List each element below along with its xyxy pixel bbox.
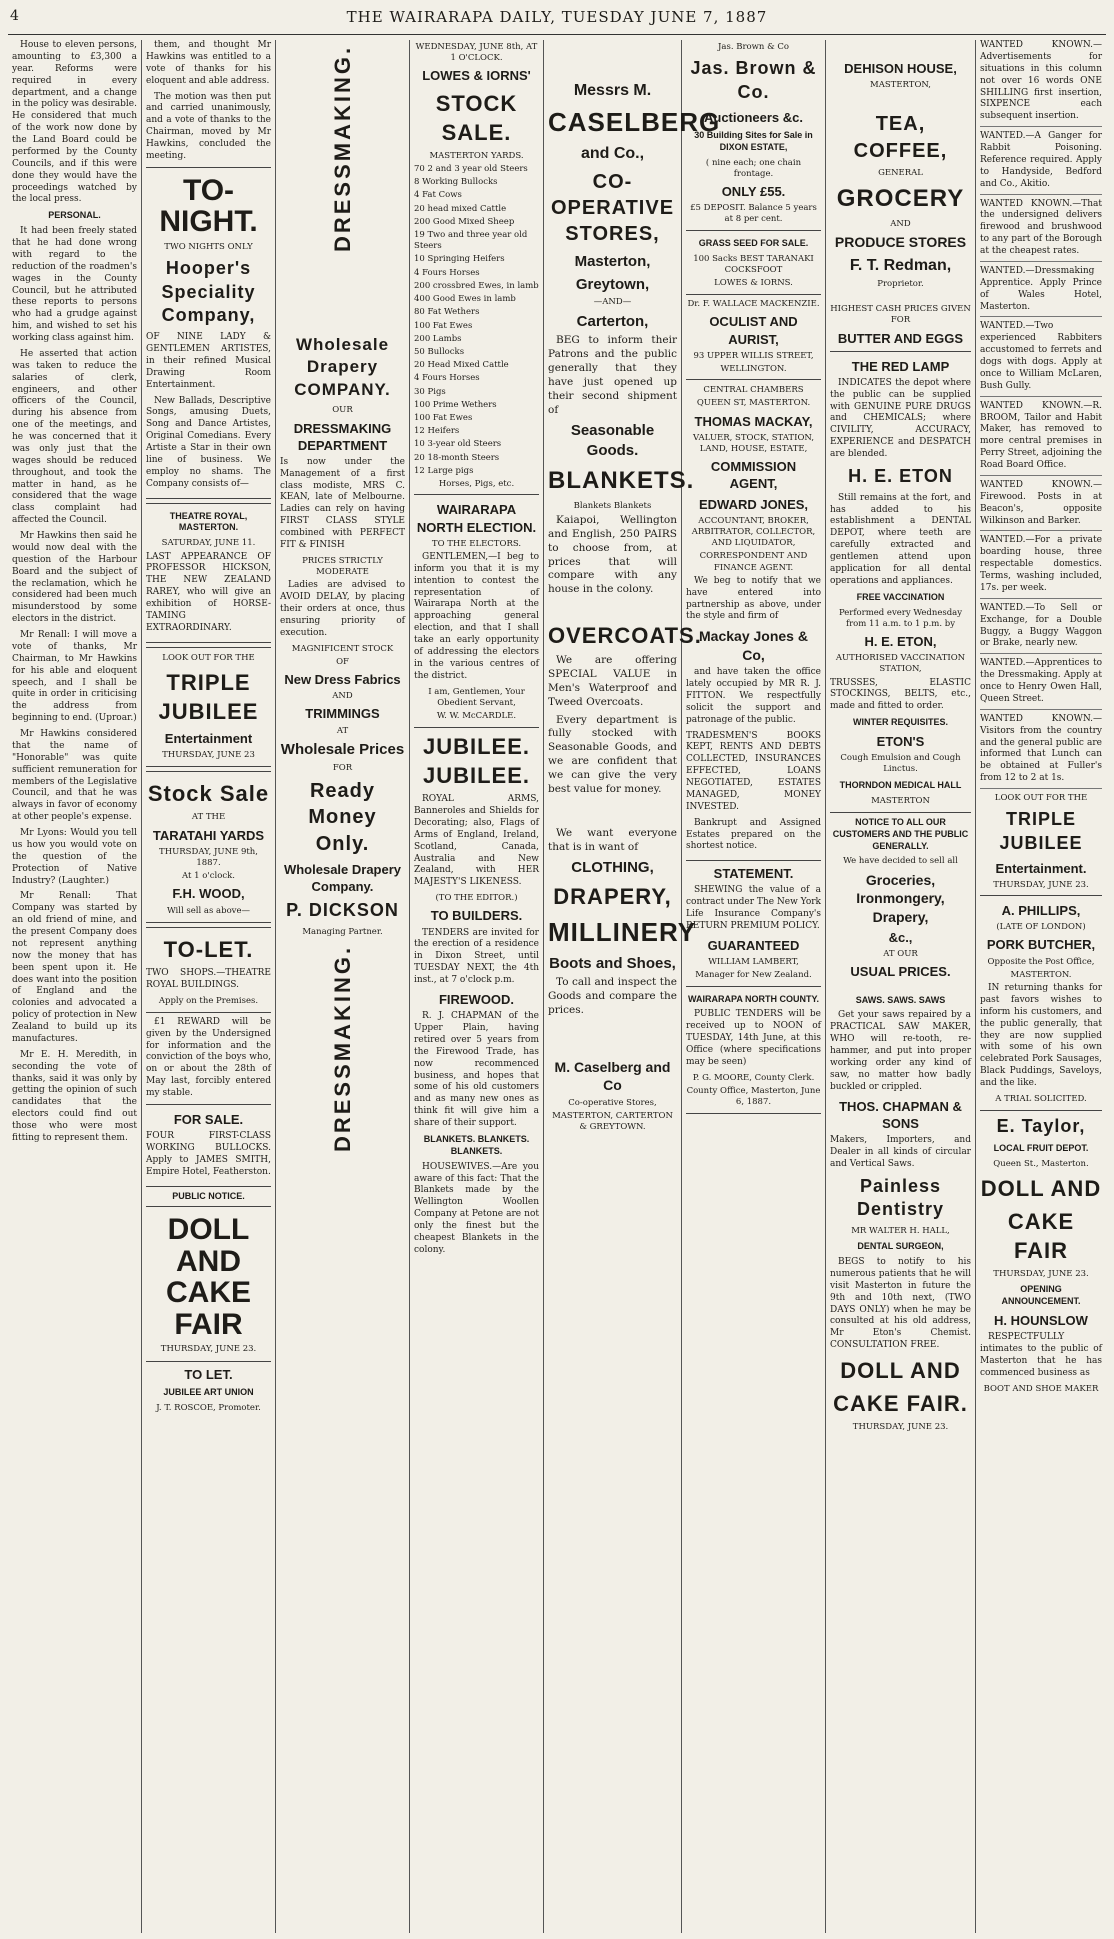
mccardle: W. W. McCARDLE. — [436, 710, 517, 721]
thomas-mackay: THOMAS MACKAY, — [694, 413, 813, 429]
wanted-ad: WANTED.—Dressmaking Apprentice. Apply Prince of Wales Hotel, Masterton. — [980, 266, 1102, 318]
reward-notice: £1 REWARD will be given by the Undersigned for information and the conviction of the boys who, on or about the 28th of May last, forcibly entered my stable. — [146, 1016, 271, 1099]
stock-lot-item: 100 Fat Ewes — [414, 413, 473, 424]
vaccination-body: Performed every Wednesday from 11 a.m. to 1 p.m. by — [838, 607, 963, 629]
stock-lot-item: 4 Fours Horses — [414, 267, 480, 278]
thos-chapman: THOS. CHAPMAN & SONS — [839, 1098, 962, 1131]
and-text: AND — [332, 691, 353, 702]
beg-to-inform: BEG to inform their Patrons and the public generally that they have just opened up their second shipment of — [548, 334, 677, 416]
public-tenders: PUBLIC TENDERS will be received up to NOON of TUESDAY, 14th June, at this Office (where specifications may be seen) — [686, 1009, 821, 1067]
tea-coffee: TEA, COFFEE, — [853, 113, 948, 162]
triple-jubilee: TRIPLE JUBILEE — [158, 669, 259, 724]
willis-street: 93 UPPER WILLIS STREET, — [693, 350, 814, 361]
late-of-london: (LATE OF LONDON) — [996, 922, 1086, 933]
central-chambers: CENTRAL CHAMBERS — [703, 385, 804, 396]
he-eton-2: H. E. ETON, — [864, 634, 937, 649]
chapman-body: Makers, Importers, and Dealer in all kinds of circular and Vertical Saws. — [830, 1134, 971, 1169]
boots-shoes: Boots and Shoes, — [549, 954, 676, 972]
and-co: and Co., — [580, 145, 645, 163]
triple-jubilee-8: TRIPLE JUBILEE — [999, 809, 1083, 853]
tradesmens: TRADESMEN'S BOOKS KEPT, RENTS AND DEBTS COLLECTED, INSURANCES EFFECTED, LOANS NEGOTIATED, ESTATES MANAGED, MONEY INVESTED. — [686, 730, 821, 812]
thorndon-medical-hall: THORNDON MEDICAL HALL — [839, 779, 962, 790]
footer-towns: MASTERTON, CARTERTON & GREYTOWN. — [552, 1111, 673, 1133]
produce-stores: PRODUCE STORES — [834, 234, 967, 251]
eton-ad — [830, 351, 971, 813]
stock-sale-heading: Stock Sale — [147, 781, 270, 807]
lambert: WILLIAM LAMBERT, — [708, 957, 799, 968]
general: GENERAL — [878, 168, 923, 179]
stock-lot-item: 19 Two and three year old Steers — [414, 229, 528, 252]
stock-lot-item: 12 Heifers — [414, 426, 460, 437]
jubilee-art-union: JUBILEE ART UNION — [163, 1386, 254, 1397]
to-let-heading-2: TO LET. — [184, 1366, 233, 1382]
entertainment-8: Entertainment. — [995, 860, 1087, 876]
stock-sale-heading-2: STOCK SALE. — [435, 90, 518, 145]
article-paragraph: Mr Renall: That Company was started by an old friend of mine, and the present Company does not represent anything now the money that has been spent upon it. He does want into the position of England and the colonies and advocated a policy of protection in New Zealand to build up its manufactures. — [12, 891, 137, 1044]
dehison-house: DEHISON HOUSE, — [844, 61, 957, 76]
stock-sale-date: WEDNESDAY, JUNE 8th, AT 1 O'CLOCK. — [415, 42, 538, 64]
trial-solicited: A TRIAL SOLICITED. — [995, 1093, 1087, 1104]
company-body: New Ballads, Descriptive Songs, amusing Duets, Song and Dance Artistes, Original Comedians. Every Artiste a Star in their own line of business. We employ no shams. The Company consists of— — [146, 395, 271, 489]
jubilee-heading: JUBILEE. JUBILEE. — [422, 734, 531, 789]
groceries: Groceries, Ironmongery, Drapery, — [856, 871, 945, 925]
public-notice-heading: PUBLIC NOTICE. — [172, 1190, 245, 1201]
stock-lot-item: 200 Lambs — [414, 333, 462, 344]
column-1 — [8, 40, 142, 1933]
our-text: OUR — [332, 405, 353, 416]
entertainment: Entertainment — [164, 730, 253, 746]
caselberg: CASELBERG — [548, 107, 721, 138]
grocery: GROCERY — [836, 185, 965, 213]
article-paragraph: He asserted that action was taken to reduce the salaries of clerk, engineers, and other officers of the Council, during his absence from one of the meetings, and he was concerned that it was only just that the wages should be reduced throughout, and took the matter in hand, as he considered that the wage class complaint had affected the Council. — [12, 348, 137, 526]
trimmings: TRIMMINGS — [305, 706, 380, 722]
guaranteed: GUARANTEED — [707, 937, 800, 953]
hounslow: H. HOUNSLOW — [994, 1313, 1088, 1329]
commission-agent: COMMISSION AGENT, — [710, 459, 797, 492]
dressmaking-dept: DRESSMAKING DEPARTMENT — [293, 420, 392, 453]
jubilee-ad — [146, 647, 271, 768]
stock-lot-item: 400 Good Ewes in lamb — [414, 294, 516, 305]
stock-date: THURSDAY, JUNE 9th, 1887. — [159, 846, 258, 868]
column-7 — [826, 40, 976, 1933]
wanted-ad: WANTED.—Two experienced Rabbiters accustomed to ferrets and dogs with dogs. Apply at once to William McLaren, Bush Gully. — [980, 321, 1102, 396]
bankrupt: Bankrupt and Assigned Estates prepared on the shortest notice. — [686, 817, 821, 852]
election-body: GENTLEMEN,—I beg to inform you that it is my intention to contest the representation of Wairarapa North at the approaching general election, and that I shall take an early opportunity of addressing the electors in the various centres of the district. — [414, 551, 539, 681]
trusses: TRUSSES, ELASTIC STOCKINGS, BELTS, etc., made and fitted to order. — [830, 677, 971, 712]
theatre-date: SATURDAY, JUNE 11. — [161, 538, 256, 549]
kaiapoi-text: Kaiapoi, Wellington and English, 250 PAIRS to choose from, at prices that will compare with any house in the colony. — [548, 513, 677, 596]
election-ad — [414, 494, 539, 728]
theatre-head: THEATRE ROYAL, MASTERTON. — [169, 510, 248, 533]
walter-hall: MR WALTER H. HALL, — [851, 1226, 950, 1236]
blankets-big: BLANKETS. — [548, 467, 695, 495]
red-lamp: THE RED LAMP — [851, 358, 950, 374]
thorndon-masterton: MASTERTON — [871, 795, 930, 806]
doll-date-8: THURSDAY, JUNE 23. — [993, 1269, 1089, 1280]
thursday-8: THURSDAY, JUNE 23. — [993, 879, 1089, 890]
valuer: VALUER, STOCK, STATION, LAND, HOUSE, ESTATE, — [692, 432, 815, 454]
jubilee-body: ROYAL ARMS, Banneroles and Shields for Decorating; also, Flags of Arms of England, Ireland, Scotland, Canada, Australia and New Zealand, with HER MAJESTY'S LIKENESS. — [414, 794, 539, 888]
stock-lot-item: 200 crossbred Ewes, in lamb — [414, 280, 539, 291]
managing-partner: Managing Partner. — [302, 927, 383, 938]
article-paragraph: Mr Renall: I will move a vote of thanks, Mr Chairman, to Mr Hawkins for his able and eloquent speech, and I shall be quite in order in criticising the address from beginning to end. (Uproar.) — [12, 630, 137, 724]
for-text: FOR — [332, 762, 353, 773]
doll-and-8: DOLL AND — [980, 1176, 1102, 1201]
drapery: DRAPERY, — [553, 884, 672, 910]
wellington: WELLINGTON. — [720, 363, 787, 374]
stock-lot-item: 10 Springing Heifers — [414, 254, 505, 265]
housewives-body: HOUSEWIVES.—Are you aware of this fact: That the Blankets made by the Wellington Woollen Company at Petone are not only the finest but the cheapest Blankets in the colony. — [414, 1161, 539, 1255]
stock-lot-item: 12 Large pigs — [414, 465, 474, 476]
magnificent-stock: MAGNIFICENT STOCK — [291, 643, 394, 654]
company-title: Hooper's Speciality Company, — [161, 257, 256, 326]
wholesale-company-2: Wholesale Drapery Company. — [283, 862, 402, 895]
brown-top: Jas. Brown & Co — [717, 42, 789, 52]
building-sites: 30 Building Sites for Sale in DIXON ESTATE, — [694, 129, 813, 152]
horses-pigs: Horses, Pigs, etc. — [438, 479, 515, 490]
highest-prices: HIGHEST CASH PRICES GIVEN FOR — [830, 304, 971, 326]
article-paragraph: Mr Hawkins then said he would now deal with the question of the Harbour Board and the subject of the reclamation, which he considered had been much misunderstood by some electors in the district. — [12, 531, 137, 625]
stock-lot-item: 20 Head Mixed Cattle — [414, 360, 509, 371]
for-sale-heading: FOR SALE. — [173, 1111, 244, 1127]
column-3 — [276, 40, 410, 1933]
column-5 — [544, 40, 721, 1933]
doll-date-7: THURSDAY, JUNE 23. — [852, 1422, 949, 1433]
wanted-ad: WANTED.—A Ganger for Rabbit Poisoning. Reference required. Apply to Handyside, Bedford and Co., Akitio. — [980, 131, 1102, 194]
butter-eggs: BUTTER AND EGGS — [837, 330, 964, 346]
taylor-address: Queen St., Masterton. — [993, 1158, 1089, 1169]
fruit-depot: LOCAL FRUIT DEPOT. — [993, 1142, 1089, 1153]
deposit: £5 DEPOSIT. Balance 5 years at 8 per cent. — [690, 203, 817, 225]
etons: ETON'S — [876, 734, 925, 750]
inspect-text: To call and inspect the Goods and compare the prices. — [548, 976, 677, 1017]
wanted-ad: WANTED.—Apprentices to the Dressmaking. Apply at once to Henry Owen Hall, Queen Street. — [980, 658, 1102, 710]
lamp-body: INDICATES the depot where the public can be supplied with GENUINE PURE DRUGS and CHEMICALS; where CIVILITY, ACCURACY, EXPERIENCE and DESPATCH are blended. — [830, 377, 971, 460]
prices-moderate: PRICES STRICTLY MODERATE — [302, 555, 383, 578]
redman: F. T. Redman, — [849, 256, 952, 274]
stock-lot-item: 200 Good Mixed Sheep — [414, 216, 515, 227]
masthead — [0, 8, 1114, 32]
and-dash: —AND— — [593, 297, 632, 308]
decided-text: We have decided to sell all — [843, 856, 958, 867]
of-text: OF — [336, 656, 349, 667]
to-let-ad — [146, 927, 271, 1013]
vertical-banner-bottom — [280, 940, 405, 1230]
wanted-ad: WANTED KNOWN.—Advertisements for situations in this column not over 16 words ONE SHILLING first insertion, SIXPENCE each subsequent insertion. — [980, 40, 1102, 127]
article-paragraph: Mr E. H. Meredith, in seconding the vote of thanks, said it was only by getting the opinion of such candidates that the electors could find out those who were most fitting to represent them. — [12, 1049, 137, 1143]
stock-sale-ad — [146, 771, 271, 922]
phillips-ad — [980, 895, 1102, 1111]
dressmaking-vertical-top: DRESSMAKING. — [329, 44, 355, 253]
to-electors: TO THE ELECTORS. — [431, 538, 522, 549]
stock-lot-item: 10 3-year old Steers — [414, 439, 502, 450]
column-6 — [682, 40, 826, 1933]
notice-customers: NOTICE TO ALL OUR CUSTOMERS AND THE PUBLIC GENERALLY. — [832, 816, 969, 851]
lambert-role: Manager for New Zealand. — [695, 970, 812, 981]
advised-text: Ladies are advised to AVOID DELAY, by placing their orders at once, thus ensuring priority of execution. — [280, 580, 405, 638]
doll-fair-ad — [146, 1206, 271, 1361]
wanted-ad: WANTED KNOWN.—That the undersigned delivers firewood and brushwood to any part of the Borough at the cheapest rates. — [980, 199, 1102, 262]
grass-ad — [686, 230, 821, 296]
eton-body: Still remains at the fort, and has added to his establishment a DENTAL DEPOT, where teeth are carefully extracted and gentlemen attend upon application for all dental operations and appliances. — [830, 492, 971, 586]
clothing: CLOTHING, — [571, 859, 654, 877]
messrs: Messrs M. — [573, 82, 652, 99]
carterton: Carterton, — [576, 312, 649, 330]
roscoe-signature: J. T. ROSCOE, Promoter. — [156, 1402, 261, 1413]
firewood-heading: FIREWOOD. — [438, 991, 515, 1007]
edward-jones: EDWARD JONES, — [698, 496, 809, 512]
blankets-heading: BLANKETS. BLANKETS. BLANKETS. — [423, 1133, 530, 1156]
tonight-heading: TO-NIGHT. — [159, 173, 258, 239]
county-heading: WAIRARAPA NORTH COUNTY. — [688, 993, 819, 1004]
mackay-ad — [686, 379, 821, 861]
want-text: We want everyone that is in want of — [548, 826, 677, 853]
wanted-ad: WANTED.—For a private boarding house, three respectable domestics. Terms, washing included, 17s. per week. — [980, 535, 1102, 598]
stock-lot-item: 8 Working Bullocks — [414, 177, 498, 188]
article-paragraph: Mr Lyons: Would you tell us how you would vote on the question of the Protection of Native Industry? (Laughter.) — [12, 828, 137, 886]
stock-lot-item: 4 Fat Cows — [414, 190, 462, 201]
masterton-yards: MASTERTON YARDS. — [429, 150, 524, 161]
wanted-ad: WANTED KNOWN.—R. BROOM, Tailor and Habit Maker, has removed to more central premises in Perry Street, adjoining the Road Board Office. — [980, 401, 1102, 476]
will-sell: Will sell as above— — [166, 905, 251, 916]
wholesale-prices: Wholesale Prices — [280, 740, 405, 758]
jas-brown: Jas. Brown & Co. — [690, 58, 817, 102]
proprietor: Proprietor. — [877, 278, 924, 289]
stock-time: At 1 o'clock. — [182, 871, 235, 882]
queen-st: QUEEN ST, MASTERTON. — [696, 398, 811, 409]
tender-body: TENDERS are invited for the erection of a residence in Dixon Street, until TUESDAY NEXT, the 4th inst., at 7 o'clock p.m. — [414, 927, 539, 986]
and-text-7: AND — [890, 219, 911, 230]
cooperative-stores: CO-OPERATIVE STORES, — [550, 170, 675, 246]
saws-heading: SAWS. SAWS. SAWS — [855, 994, 946, 1005]
article-paragraph: The motion was then put and carried unanimously, and a vote of thanks to the Chairman, moved by Mr Hawkins, concluded the meeting. — [146, 91, 271, 161]
election-heading: WAIRARAPA NORTH ELECTION. — [416, 502, 537, 535]
taratahi-yards: TARATAHI YARDS — [152, 827, 265, 843]
accountant: ACCOUNTANT, BROKER, ARBITRATOR, COLLECTOR, AND LIQUIDATOR, — [691, 515, 816, 549]
dental-surgeon: DENTAL SURGEON, — [857, 1241, 944, 1252]
wanted-ad: WANTED KNOWN.—Firewood. Posts in at Beacon's, opposite Wilkinson and Barker. — [980, 480, 1102, 532]
pork-butcher: PORK BUTCHER, — [986, 937, 1096, 953]
lookout-text: LOOK OUT FOR THE — [162, 652, 255, 663]
statement-body: SHEWING the value of a contract under The New York Life Insurance Company's RETURN PREMIUM POLICY. — [686, 885, 821, 932]
opening-announcement: OPENING ANNOUNCEMENT. — [1001, 1284, 1081, 1307]
ready-money-only: Ready Money Only. — [308, 779, 377, 855]
doll-date: THURSDAY, JUNE 23. — [160, 1344, 257, 1355]
dept-body: Is now under the Management of a first class modiste, MRS C. KEAN, late of Melbourne. Ladies can rely on having FIRST CLASS STYLE combined with PERFECT FIT & FINISH — [280, 456, 405, 550]
new-dress-fabrics: New Dress Fabrics — [284, 672, 401, 688]
for-sale-ad — [146, 1104, 271, 1187]
only-price: ONLY £55. — [721, 184, 786, 200]
stock-lot-item: 20 18-month Steers — [414, 452, 500, 463]
winter-requisites: WINTER REQUISITES. — [852, 717, 948, 728]
overcoats: OVERCOATS. — [548, 623, 702, 649]
every-department: Every department is fully stocked with Seasonable Goods, and we are confident that we can give the very best value for money. — [548, 713, 677, 795]
phillips-body: IN returning thanks for past favors wishes to inform his customers, and the public generally, that they are now supplied with some of his own celebrated Pork Sausages, Black Puddings, Saveloys, and the like. — [980, 983, 1102, 1089]
page-number: 4 — [10, 8, 20, 24]
at-text: AT — [336, 725, 349, 736]
sites-sub: ( nine each; one chain frontage. — [705, 157, 802, 179]
article-paragraph: It had been freely stated that he had done wrong with regard to the reduction of the roadmen's wages in the County Council, but he attributed these reports to persons who had a grudge against him, and wished to set his working class against him. — [12, 226, 137, 343]
stock-lots-list — [414, 164, 539, 477]
lowes-iorns: LOWES & IORNS' — [422, 68, 531, 84]
blankets-small: Blankets Blankets — [573, 500, 652, 511]
to-the-editor: (TO THE EDITOR.) — [435, 893, 518, 904]
stock-lot-item: 20 head mixed Cattle — [414, 203, 507, 214]
dickson: P. DICKSON — [286, 900, 399, 921]
phillips-masterton: MASTERTON. — [1010, 969, 1072, 980]
stock-lot-item: 50 Bullocks — [414, 346, 465, 357]
stock-lot-item: 70 2 and 3 year old Steers — [414, 163, 528, 174]
hooper-ad — [146, 167, 271, 499]
bootmaker: BOOT AND SHOE MAKER — [983, 1383, 1099, 1394]
subhead-personal: PERSONAL. — [48, 210, 101, 221]
county-ad — [686, 986, 821, 1115]
free-vaccination: FREE VACCINATION — [856, 591, 945, 602]
vertical-banner-top — [280, 40, 405, 330]
cake-fair: CAKE FAIR. — [833, 1391, 968, 1417]
stock-lot-item: 80 Fat Wethers — [414, 307, 480, 318]
theatre-body: LAST APPEARANCE OF PROFESSOR HICKSON, THE NEW ZEALAND RAREY, who will give an exhibition of HORSE-TAMING EXTRAORDINARY. — [146, 551, 271, 633]
to-builders: TO BUILDERS. — [430, 908, 523, 924]
seasonable-goods: Seasonable Goods. — [570, 422, 655, 460]
stock-lot-item: 4 Fours Horses — [414, 373, 480, 384]
article-paragraph: them, and thought Mr Hawkins was entitled to a vote of thanks for his eloquent and able address. — [146, 40, 271, 86]
firewood-body: R. J. CHAPMAN of the Upper Plain, having retired over 5 years from the Firewood Trade, has now recommenced business, and hopes that some of his old customers and as many new ones as think fit will give him a share of their support. — [414, 1011, 539, 1128]
jubilee-date: THURSDAY, JUNE 23 — [162, 750, 255, 761]
cake-fair-8: CAKE FAIR — [1007, 1209, 1075, 1264]
theatre-ad — [146, 503, 271, 643]
for-sale-body: FOUR FIRST-CLASS WORKING BULLOCKS. Apply to JAMES SMITH, Empire Hotel, Featherston. — [146, 1131, 271, 1177]
doll-cake-fair: DOLL AND CAKE FAIR — [165, 1213, 251, 1341]
cough-emulsion: Cough Emulsion and Cough Linctus. — [840, 753, 961, 775]
footer-cooperative: Co-operative Stores, — [568, 1097, 657, 1108]
doll-and: DOLL AND — [840, 1358, 961, 1384]
greytown: Greytown, — [575, 275, 650, 293]
to-let-body: TWO SHOPS.—THEATRE ROYAL BUILDINGS. — [146, 967, 271, 990]
apply-text: Apply on the Premises. — [158, 995, 259, 1006]
at-our: AT OUR — [883, 949, 918, 960]
hounslow-body: RESPECTFULLY intimates to the public of Masterton that he has commenced business as — [980, 1332, 1102, 1378]
etc: &c., — [888, 930, 913, 946]
he-eton: H. E. ETON — [848, 465, 953, 486]
usual-prices: USUAL PRICES. — [850, 964, 951, 980]
grass-lowes: LOWES & IORNS. — [714, 277, 793, 288]
mackay-jones-body: and have taken the office lately occupied by MR R. J. FITTON. We respectfully solicit the support and patronage of the public. — [686, 667, 821, 725]
auctioneers: Auctioneers &c. — [704, 109, 803, 125]
statement-heading: STATEMENT. — [713, 866, 794, 882]
signoff: I am, Gentlemen, Your Obedient Servant, — [428, 686, 525, 708]
newspaper-title: THE WAIRARAPA DAILY, TUESDAY JUNE 7, 1887 — [346, 8, 768, 26]
correspondent: CORRESPONDENT AND FINANCE AGENT. — [699, 551, 808, 573]
stock-lot-item: 100 Prime Wethers — [414, 399, 497, 410]
wanted-ad: WANTED.—To Sell or Exchange, for a Double Buggy, a Buggy Waggon or Brake, nearly new. — [980, 603, 1102, 655]
grass-body: 100 Sacks BEST TARANAKI COCKSFOOT — [693, 253, 814, 275]
notify-text: We beg to notify that we have entered into partnership as above, under the style and firm of — [686, 575, 821, 622]
mackay-jones: Mackay Jones & Co, — [699, 628, 808, 663]
grass-seed: GRASS SEED FOR SALE. — [698, 237, 809, 248]
wholesale-heading: Wholesale Drapery COMPANY. — [294, 335, 391, 399]
mackenzie: Dr. F. WALLACE MACKENZIE. — [687, 299, 820, 310]
vaccination-station: AUTHORISED VACCINATION STATION, — [835, 653, 966, 675]
phillips: A. PHILLIPS, — [1001, 903, 1081, 919]
painless-dentistry: Painless Dentistry — [856, 1175, 945, 1220]
county-office: County Office, Masterton, June 6, 1887. — [686, 1086, 821, 1108]
wanted-ads-list — [980, 40, 1102, 789]
at-the: AT THE — [191, 812, 226, 823]
oculist: OCULIST AND AURIST, — [709, 314, 798, 347]
offering-text: We are offering SPECIAL VALUE in Men's Waterproof and Tweed Overcoats. — [548, 654, 677, 708]
article-paragraph: Mr Hawkins considered that the name of "Honorable" was quite sufficient remuneration for members of the Legislative Council, and that he was always in favor of economy at other people's expense. — [12, 729, 137, 823]
masthead-rule — [8, 34, 1106, 35]
fhwood: F.H. WOOD, — [172, 886, 245, 902]
masterton: Masterton, — [574, 252, 651, 270]
e-taylor: E. Taylor, — [996, 1116, 1086, 1137]
two-nights: TWO NIGHTS ONLY — [164, 241, 253, 252]
stock-lot-item: 100 Fat Ewes — [414, 320, 473, 331]
column-2 — [142, 40, 276, 1933]
millinery: MILLINERY — [548, 917, 697, 948]
company-sub: OF NINE LADY & GENTLEMEN ARTISTES, in their refined Musical Drawing Room Entertainment. — [146, 332, 271, 390]
dehison-masterton: MASTERTON, — [869, 80, 932, 91]
column-8 — [976, 40, 1106, 1933]
hall-body: BEGS to notify to his numerous patients that he will visit Masterton in future the 9th and 10th next, (TWO DAYS ONLY) when he may be consulted at his old address, Mr Eton's Chemist. CONSULTATION FREE. — [830, 1257, 971, 1351]
article-paragraph: House to eleven persons, amounting to £3,300 a year. Reforms were required in every department, and a change in the policy was desirable. He considered that much of the work now done by the Land Board could be performed by the County Councils, and if this were done they would have the proceedings watched by the local press. — [12, 40, 137, 205]
stock-lot-item: 30 Pigs — [414, 386, 446, 397]
opposite-post-office: Opposite the Post Office, — [987, 956, 1095, 967]
dressmaking-vertical-bottom: DRESSMAKING. — [329, 945, 355, 1153]
saw-body: Get your saws repaired by a PRACTICAL SAW MAKER, WHO will re-tooth, re-hammer, and put into proper working order any kind of saw, no matter how badly buckled or crippled. — [830, 1010, 971, 1092]
column-4 — [410, 40, 544, 1933]
caselberg-footer: M. Caselberg and Co — [554, 1058, 671, 1094]
wanted-ad: WANTED KNOWN.—Visitors from the country and the general public are informed that Lunch can be obtained at Fuller's from 12 to 2 at 1s. — [980, 714, 1102, 789]
moore: P. G. MOORE, County Clerk. — [692, 1072, 815, 1083]
to-let-heading: TO-LET. — [163, 936, 254, 962]
lookout-8: LOOK OUT FOR THE — [994, 793, 1088, 803]
